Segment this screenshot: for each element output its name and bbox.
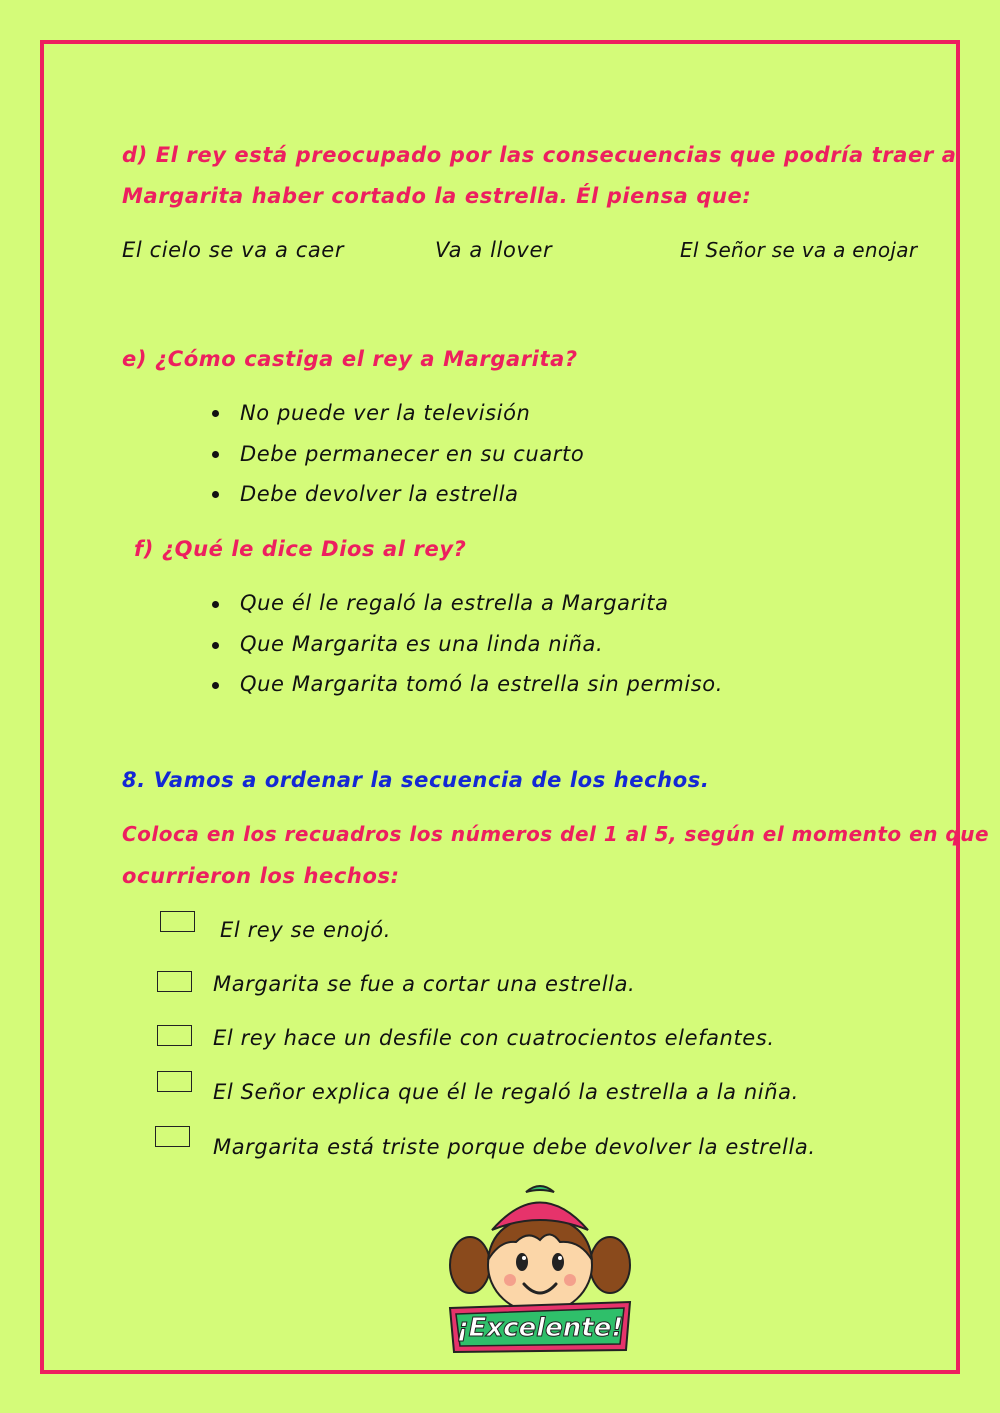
question-d-line1: d) El rey está preocupado por las consecuencias que podría traer a (122, 143, 957, 167)
section-8-title: 8. Vamos a ordenar la secuencia de los hechos. (122, 768, 710, 792)
option-e-3[interactable]: Debe devolver la estrella (240, 482, 519, 506)
bullet-icon (212, 601, 219, 608)
option-d-3[interactable]: El Señor se va a enojar (680, 238, 918, 262)
bullet-icon (212, 682, 219, 689)
order-box-3[interactable] (157, 1025, 192, 1046)
option-f-3[interactable]: Que Margarita tomó la estrella sin permiso. (240, 672, 724, 696)
event-3: El rey hace un desfile con cuatrocientos elefantes. (213, 1026, 775, 1050)
section-8-instruction-line1: Coloca en los recuadros los números del 1 al 5, según el momento en que (122, 822, 990, 846)
question-e-title: e) ¿Cómo castiga el rey a Margarita? (122, 347, 578, 371)
option-f-2[interactable]: Que Margarita es una linda niña. (240, 632, 604, 656)
order-box-4[interactable] (157, 1071, 192, 1092)
option-f-1[interactable]: Que él le regaló la estrella a Margarita (240, 591, 669, 615)
question-d-line2: Margarita haber cortado la estrella. Él piensa que: (122, 184, 752, 208)
option-d-2[interactable]: Va a llover (435, 238, 553, 262)
bullet-icon (212, 451, 219, 458)
event-2: Margarita se fue a cortar una estrella. (213, 972, 636, 996)
order-box-2[interactable] (157, 971, 192, 992)
order-box-5[interactable] (155, 1126, 190, 1147)
bullet-icon (212, 491, 219, 498)
option-d-1[interactable]: El cielo se va a caer (122, 238, 345, 262)
order-box-1[interactable] (160, 911, 195, 932)
bullet-icon (212, 410, 219, 417)
question-f-title: f) ¿Qué le dice Dios al rey? (134, 537, 467, 561)
girl-sticker-icon (440, 1180, 640, 1360)
bullet-icon (212, 642, 219, 649)
option-e-1[interactable]: No puede ver la televisión (240, 401, 531, 425)
option-e-2[interactable]: Debe permanecer en su cuarto (240, 442, 585, 466)
sticker-text: ¡Excelente! (456, 1313, 624, 1343)
event-1: El rey se enojó. (220, 918, 392, 942)
event-4: El Señor explica que él le regaló la estrella a la niña. (213, 1080, 799, 1104)
section-8-instruction-line2: ocurrieron los hechos: (122, 864, 400, 888)
event-5: Margarita está triste porque debe devolver la estrella. (213, 1135, 816, 1159)
